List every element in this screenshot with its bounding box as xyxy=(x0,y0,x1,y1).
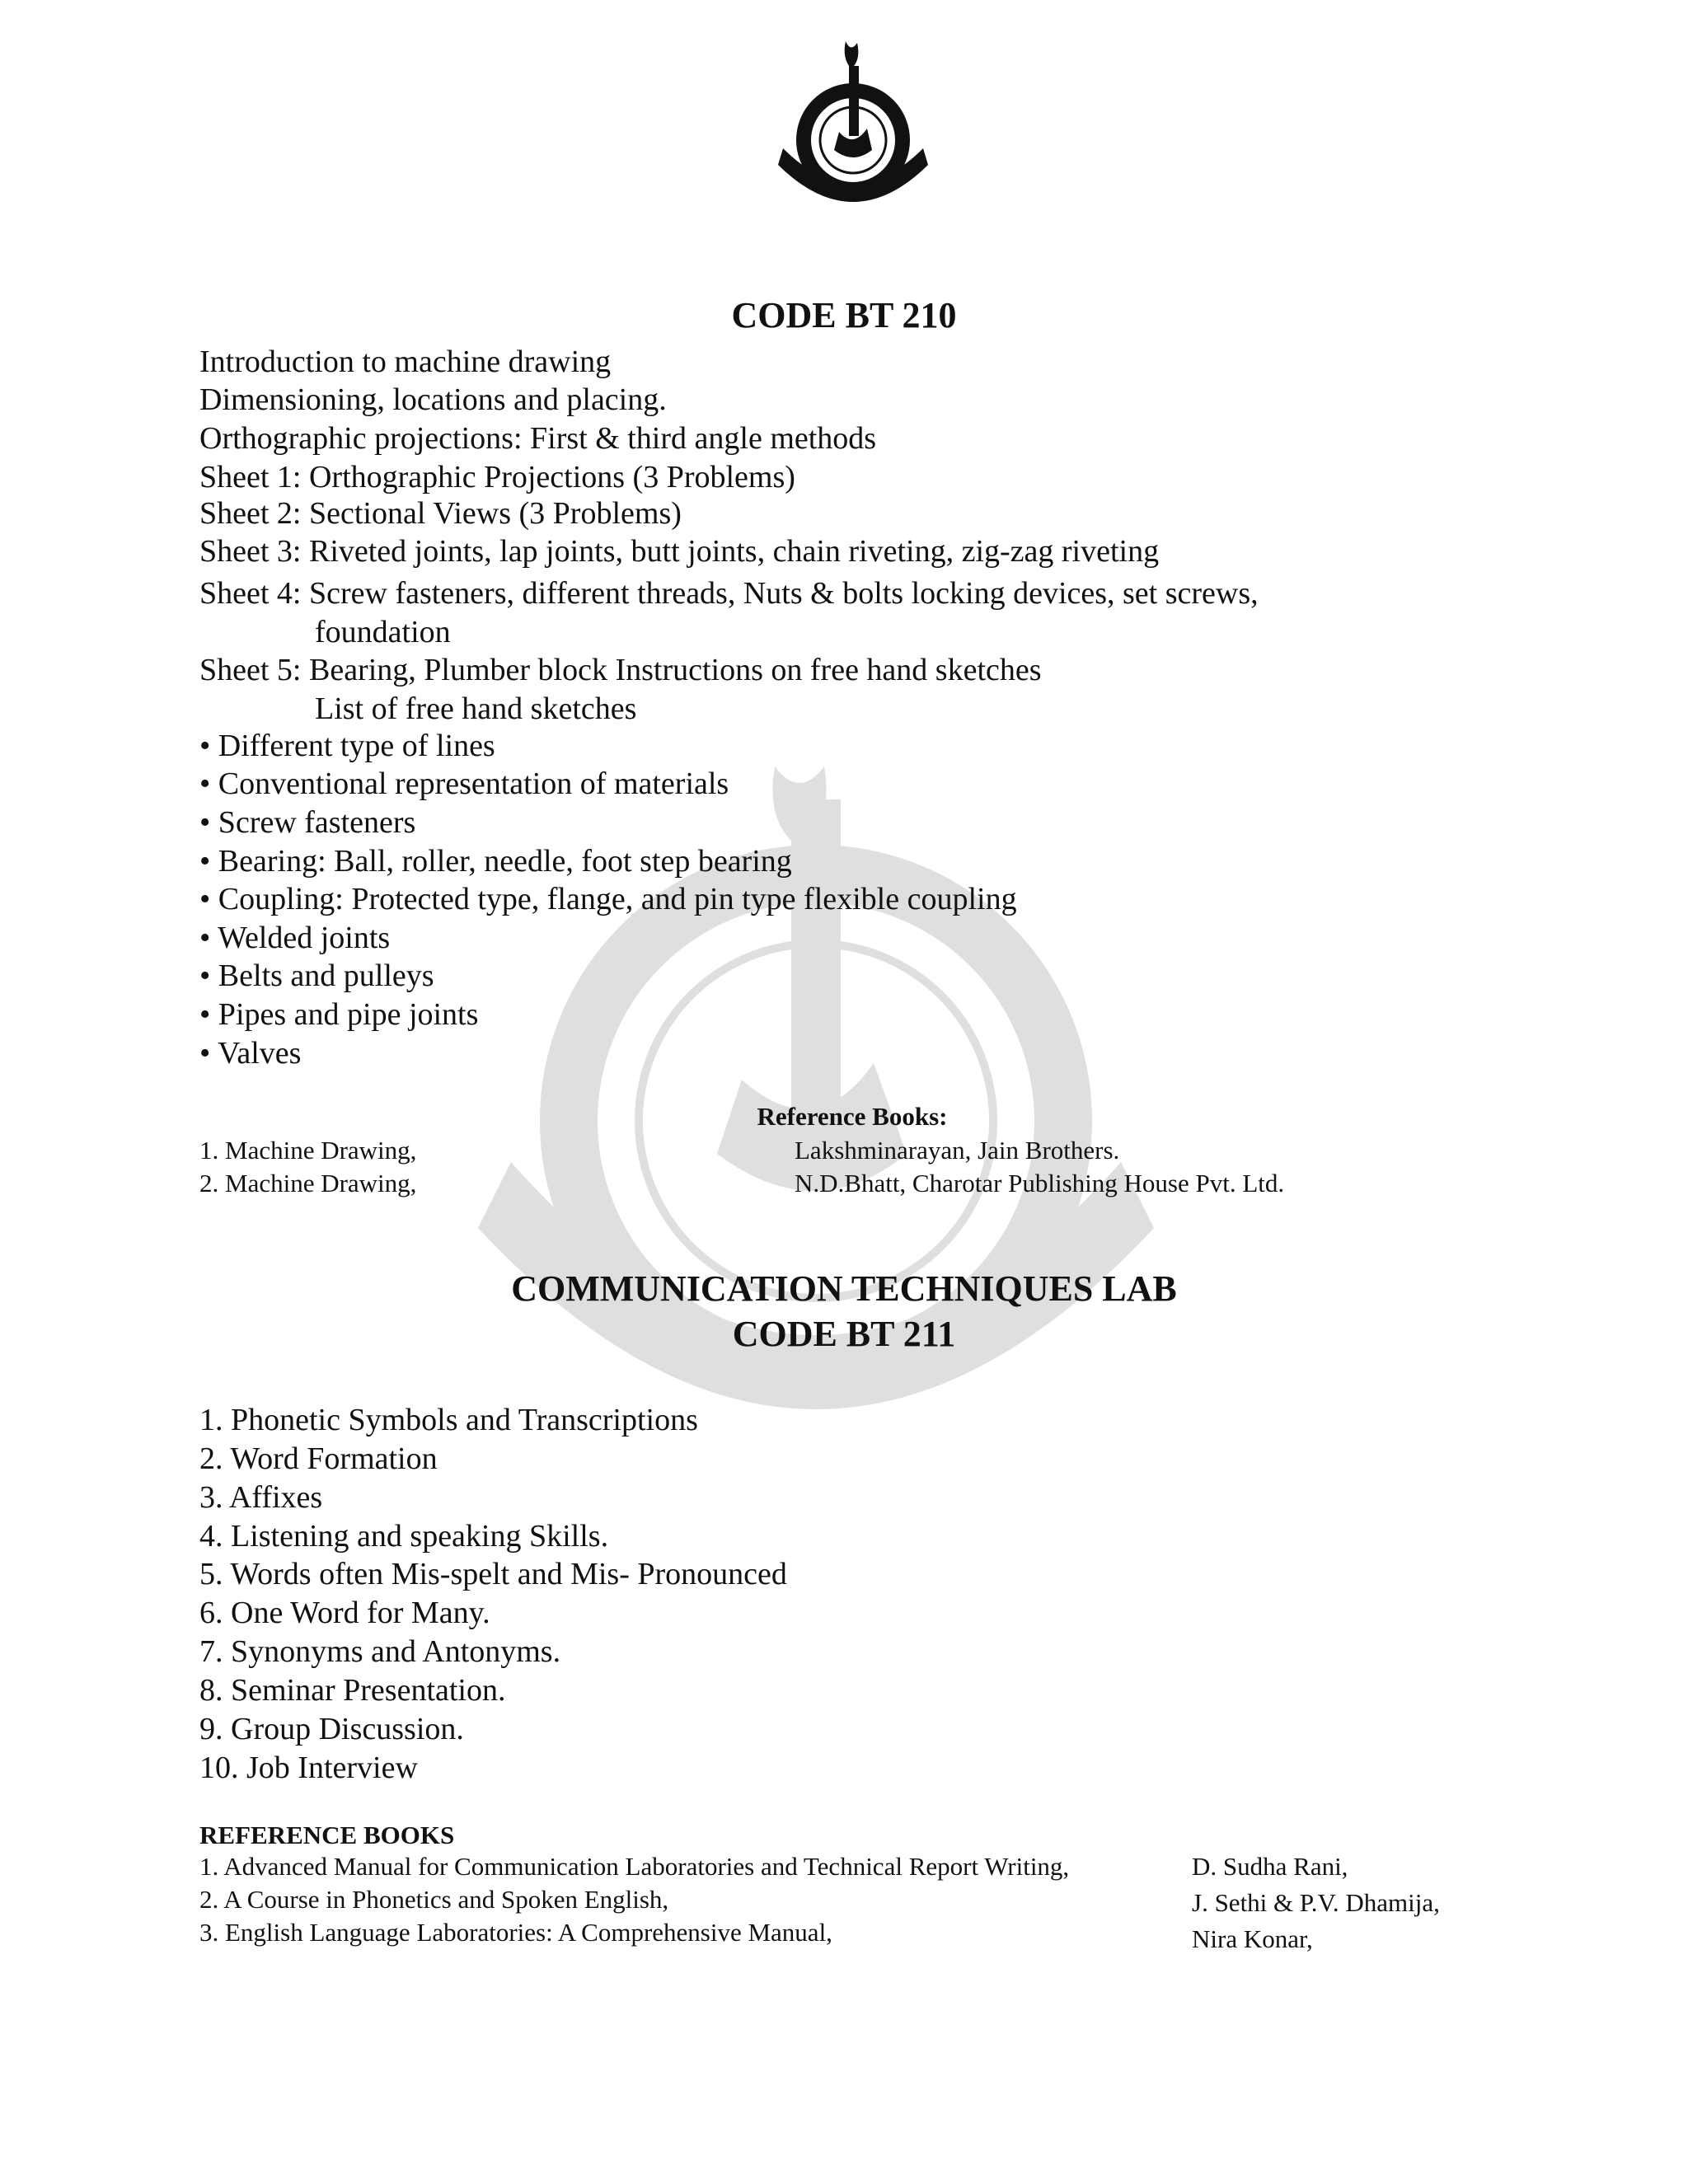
bullet-item: • Coupling: Protected type, flange, and pin type flexible coupling xyxy=(199,882,1017,916)
lab-item: 8. Seminar Presentation. xyxy=(199,1673,506,1708)
bullet-item: • Different type of lines xyxy=(199,729,495,763)
lab-item: 9. Group Discussion. xyxy=(199,1712,464,1746)
course-topic-line: Introduction to machine drawing xyxy=(199,344,612,379)
reference-author: N.D.Bhatt, Charotar Publishing House Pvt. Ltd. xyxy=(795,1169,1285,1197)
section-code-bt211: CODE BT 211 xyxy=(732,1314,956,1354)
lab-item: 3. Affixes xyxy=(199,1480,323,1515)
lab-item: 1. Phonetic Symbols and Transcriptions xyxy=(199,1403,698,1437)
lab-item: 5. Words often Mis-spelt and Mis- Pronounced xyxy=(199,1557,787,1591)
course-topic-line: Sheet 4: Screw fasteners, different threads, Nuts & bolts locking devices, set screws, xyxy=(199,576,1259,611)
reference-title: 2. A Course in Phonetics and Spoken English, xyxy=(199,1885,669,1914)
lab-item: 10. Job Interview xyxy=(199,1750,418,1785)
lab-item: 6. One Word for Many. xyxy=(199,1596,490,1630)
reference-title: 3. English Language Laboratories: A Comprehensive Manual, xyxy=(199,1918,832,1947)
university-logo xyxy=(775,41,931,206)
reference-author: D. Sudha Rani, xyxy=(1192,1852,1348,1881)
course-topic-line: Dimensioning, locations and placing. xyxy=(199,382,667,417)
bullet-item: • Screw fasteners xyxy=(199,805,416,840)
section-title-bt210: CODE BT 210 xyxy=(731,295,957,335)
reference-author: Lakshminarayan, Jain Brothers. xyxy=(795,1136,1120,1165)
course-topic-line: foundation xyxy=(315,615,451,649)
course-topic-line: Sheet 2: Sectional Views (3 Problems) xyxy=(199,496,682,531)
course-topic-line: Sheet 1: Orthographic Projections (3 Problems) xyxy=(199,460,795,494)
bullet-item: • Valves xyxy=(199,1036,302,1071)
section-title-communication-lab: COMMUNICATION TECHNIQUES LAB xyxy=(511,1268,1177,1309)
reference-title: 1. Advanced Manual for Communication Laboratories and Technical Report Writing, xyxy=(199,1852,1070,1881)
course-topic-line: List of free hand sketches xyxy=(315,691,637,726)
course-topic-line: Orthographic projections: First & third angle methods xyxy=(199,421,877,456)
course-topic-line: Sheet 5: Bearing, Plumber block Instructions on free hand sketches xyxy=(199,653,1042,687)
bullet-item: • Belts and pulleys xyxy=(199,958,434,993)
reference-author: J. Sethi & P.V. Dhamija, xyxy=(1192,1888,1440,1917)
reference-books-heading: REFERENCE BOOKS xyxy=(199,1821,455,1849)
bullet-item: • Welded joints xyxy=(199,921,391,955)
lab-item: 4. Listening and speaking Skills. xyxy=(199,1519,609,1554)
bullet-item: • Pipes and pipe joints xyxy=(199,997,479,1032)
bullet-item: • Bearing: Ball, roller, needle, foot step bearing xyxy=(199,844,792,879)
reference-title: 1. Machine Drawing, xyxy=(199,1136,417,1165)
lab-item: 7. Synonyms and Antonyms. xyxy=(199,1634,561,1669)
reference-author: Nira Konar, xyxy=(1192,1924,1313,1953)
reference-books-heading: Reference Books: xyxy=(757,1102,948,1131)
reference-title: 2. Machine Drawing, xyxy=(199,1169,417,1197)
lab-item: 2. Word Formation xyxy=(199,1441,438,1476)
bullet-item: • Conventional representation of materials xyxy=(199,766,729,801)
course-topic-line: Sheet 3: Riveted joints, lap joints, butt joints, chain riveting, zig-zag riveting xyxy=(199,534,1160,569)
